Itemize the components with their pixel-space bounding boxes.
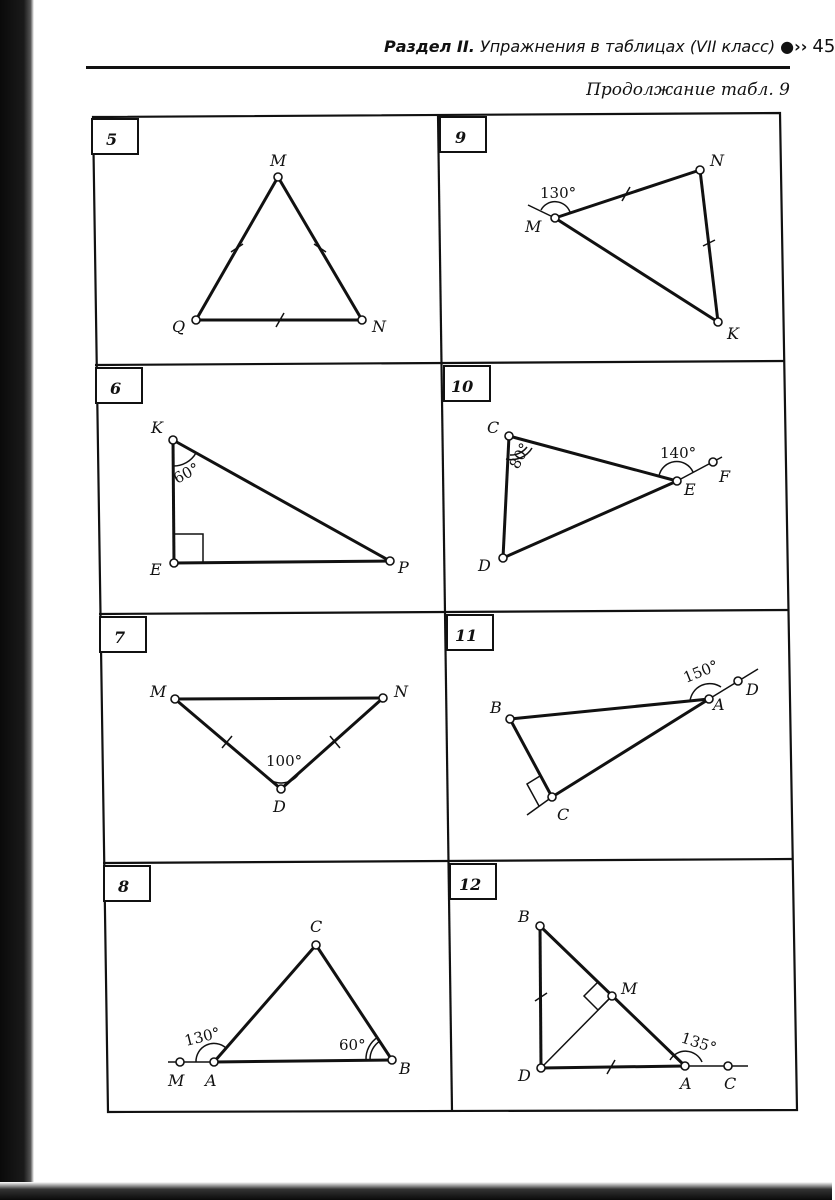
vertex-label-B: B (518, 907, 530, 926)
exercise-number: 7 (114, 628, 126, 647)
vertex-label-N: N (710, 151, 724, 170)
vertex-label-P: P (398, 558, 409, 577)
vertex-label-F: F (719, 467, 731, 486)
angle-label: 100° (266, 752, 303, 770)
angle-label: 130° (182, 1023, 223, 1050)
angle-label: 80° (505, 439, 535, 472)
section-label: Раздел II. (384, 37, 475, 56)
table-grid (93, 113, 797, 1112)
exercise-number: 5 (106, 130, 118, 149)
angle-label: 60° (170, 459, 203, 488)
vertex-label-M: M (150, 682, 167, 701)
angle-label: 150° (680, 656, 722, 687)
vertex-label-C: C (310, 917, 323, 936)
vertex-label-M: M (525, 217, 542, 236)
section-title: Упражнения в таблицах (VII класс) (479, 37, 776, 56)
vertex-label-M: M (168, 1071, 185, 1090)
vertex-label-M: M (270, 151, 287, 170)
exercise-5 (92, 119, 387, 336)
vertex-label-D: D (746, 680, 759, 699)
vertex-label-Q: Q (172, 317, 186, 336)
angle-label: 130° (540, 184, 577, 202)
vertex-label-D: D (273, 797, 286, 816)
exercise-11 (447, 615, 759, 824)
vertex-label-E: E (150, 560, 162, 579)
header-bullet: ●›› (780, 37, 808, 56)
angle-label: 60° (339, 1036, 366, 1054)
exercise-number: 8 (118, 877, 130, 896)
angle-label: 140° (660, 444, 697, 462)
vertex-label-K: K (727, 324, 739, 343)
vertex-label-A: A (713, 695, 725, 714)
exercise-10 (444, 366, 731, 575)
exercise-6 (96, 368, 409, 579)
exercise-9 (440, 117, 740, 343)
exercise-12 (450, 864, 748, 1093)
angle-label: 135° (678, 1028, 719, 1057)
table-continuation-caption: Продолжание табл. 9 (586, 80, 790, 100)
vertex-label-B: B (399, 1059, 411, 1078)
exercise-number: 12 (459, 875, 482, 894)
vertex-label-A: A (680, 1074, 692, 1093)
vertex-label-M: M (621, 979, 638, 998)
vertex-label-C: C (557, 805, 570, 824)
vertex-label-D: D (518, 1066, 531, 1085)
exercise-8 (104, 866, 411, 1090)
vertex-label-K: K (151, 418, 163, 437)
vertex-label-C: C (487, 418, 500, 437)
exercise-number: 6 (110, 379, 122, 398)
page-number: 45 (812, 36, 835, 57)
vertex-label-E: E (684, 480, 696, 499)
exercise-7 (100, 617, 409, 816)
vertex-label-A: A (205, 1071, 217, 1090)
vertex-label-N: N (372, 317, 386, 336)
vertex-label-B: B (490, 698, 502, 717)
exercise-number: 11 (455, 626, 478, 645)
vertex-label-D: D (478, 556, 491, 575)
exercise-number: 9 (455, 128, 467, 147)
exercise-number: 10 (451, 377, 474, 396)
vertex-label-N: N (394, 682, 408, 701)
vertex-label-C: C (724, 1074, 737, 1093)
